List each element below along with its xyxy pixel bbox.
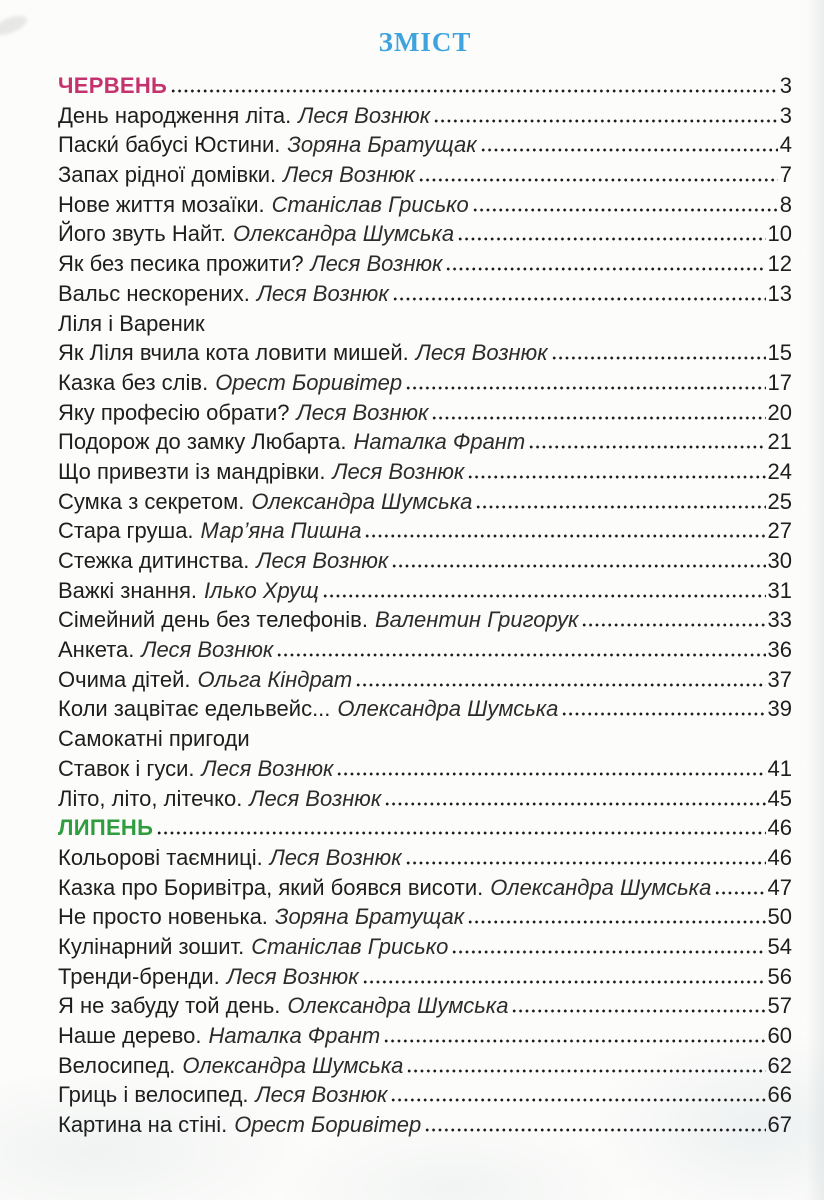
page-number: 46 <box>767 844 792 870</box>
toc-subheader-row <box>58 311 792 341</box>
entry-title: Сумка з секретом. <box>58 488 245 514</box>
page-number: 33 <box>767 607 792 633</box>
entry-author: Леся Вознюк <box>141 637 274 663</box>
entry-title: Очима дітей. <box>58 666 191 692</box>
entry-author: Леся Вознюк <box>415 340 548 366</box>
entry-author: Олександра Шумська <box>233 221 455 247</box>
page-number: 15 <box>767 340 792 366</box>
entry-author: Наталка Франт <box>353 429 526 455</box>
page-number: 25 <box>767 488 792 514</box>
entry-title: Яку професію обрати? <box>58 399 290 425</box>
entry-author: Орест Боривітер <box>215 369 403 395</box>
entry-author: Станіслав Грисько <box>271 191 469 217</box>
entry-author: Ілько Хрущ <box>204 577 319 603</box>
entry-author: Леся Вознюк <box>310 251 443 277</box>
toc-entry-row <box>58 548 792 578</box>
toc-entry-row <box>58 578 792 608</box>
entry-title: Паски́ бабусі Юстини. <box>58 132 281 158</box>
toc-entry-row <box>58 103 792 133</box>
entry-title: Літо, літо, літечко. <box>58 785 243 811</box>
entry-title: Що привезти із мандрівки. <box>58 458 326 484</box>
dot-leader <box>467 920 765 924</box>
toc-entry-row <box>58 875 792 905</box>
dot-leader <box>445 267 765 271</box>
page-number: 67 <box>767 1112 792 1138</box>
page-number: 10 <box>767 221 792 247</box>
entry-author: Орест Боривітер <box>234 1112 422 1138</box>
toc-entry-row <box>58 340 792 370</box>
dot-leader <box>364 534 765 538</box>
entry-author: Наталка Франт <box>208 1023 381 1048</box>
page-number: 3 <box>779 73 792 98</box>
toc-entry-row <box>58 281 792 311</box>
entry-author: Мар’яна Пишна <box>200 518 362 544</box>
dot-leader <box>467 475 765 479</box>
entry-title: Його звуть Найт. <box>58 221 227 247</box>
dot-leader <box>433 119 778 123</box>
dot-leader <box>336 772 765 776</box>
entry-title: Нове життя мозаїки. <box>58 191 265 217</box>
page-number: 39 <box>767 696 792 722</box>
page-number: 27 <box>767 518 792 544</box>
toc-entry-row <box>58 370 792 400</box>
entry-title: Сімейний день без телефонів. <box>58 607 368 633</box>
page-number: 47 <box>767 874 792 900</box>
dot-leader <box>511 1009 765 1013</box>
entry-title: Як Ліля вчила кота ловити мишей. <box>58 340 409 366</box>
entry-title: День народження літа. <box>58 102 292 128</box>
entry-author: Леся Вознюк <box>201 755 334 781</box>
entry-author: Леся Вознюк <box>332 458 465 484</box>
dot-leader <box>451 950 765 954</box>
entry-title: Картина на стіні. <box>58 1112 228 1138</box>
dot-leader <box>405 861 766 865</box>
page-number: 4 <box>779 132 792 158</box>
page-number: 46 <box>767 815 792 841</box>
toc-entry-row <box>58 637 792 667</box>
toc-entry-row <box>58 1112 792 1142</box>
entry-title: Запах рідної домівки. <box>58 162 277 188</box>
dot-leader <box>355 683 765 687</box>
page-edge-shadow <box>806 0 824 1200</box>
toc-entry-row <box>58 162 792 192</box>
toc-entry-row <box>58 489 792 519</box>
toc-subheader-row <box>58 726 792 756</box>
dot-leader <box>390 1098 765 1102</box>
page-number: 50 <box>767 904 792 930</box>
toc-entry-row <box>58 1023 792 1053</box>
entry-author: Леся Вознюк <box>283 162 416 188</box>
entry-author: Олександра Шумська <box>490 874 712 900</box>
dot-leader <box>480 148 778 152</box>
entry-title: Анкета. <box>58 637 135 663</box>
page-number: 37 <box>767 666 792 692</box>
entry-author: Леся Вознюк <box>226 963 359 989</box>
entry-author: Леся Вознюк <box>298 102 431 128</box>
entry-author: Станіслав Грисько <box>251 933 449 959</box>
dot-leader <box>714 891 765 895</box>
entry-title: Подорож до замку Любарта. <box>58 429 347 455</box>
toc-entry-row <box>58 518 792 548</box>
page-number: 36 <box>767 637 792 663</box>
dot-leader <box>383 1039 765 1043</box>
page-number: 57 <box>767 993 792 1019</box>
page-number: 45 <box>767 785 792 811</box>
entry-author: Леся Вознюк <box>256 280 389 306</box>
entry-title: Самокатні пригоди <box>58 726 250 752</box>
entry-author: Валентин Григорук <box>374 607 579 633</box>
entry-title: ЧЕРВЕНЬ <box>58 73 168 98</box>
toc-entry-row <box>58 192 792 222</box>
page-number: 17 <box>767 369 792 395</box>
entry-title: Казка про Боривітра, який боявся висоти. <box>58 874 484 900</box>
entry-title: Як без песика прожити? <box>58 251 304 277</box>
entry-title: Кулінарний зошит. <box>58 933 245 959</box>
entry-title: Я не забуду той день. <box>58 993 281 1019</box>
toc-entry-row <box>58 786 792 816</box>
entry-author: Леся Вознюк <box>255 1082 388 1108</box>
page-number: 41 <box>767 755 792 781</box>
toc-entry-row <box>58 696 792 726</box>
page-number: 20 <box>767 399 792 425</box>
entry-author: Олександра Шумська <box>251 488 473 514</box>
toc-entry-row <box>58 400 792 430</box>
dot-leader <box>581 623 765 627</box>
entry-title: Вальс нескорених. <box>58 280 250 306</box>
page-number: 24 <box>767 458 792 484</box>
page-number: 56 <box>767 963 792 989</box>
toc-entry-row <box>58 459 792 489</box>
toc-entry-row <box>58 845 792 875</box>
entry-author: Олександра Шумська <box>182 1052 404 1078</box>
entry-title: Стара груша. <box>58 518 194 544</box>
page-number: 7 <box>779 162 792 188</box>
entry-title: Коли зацвітає едельвейс... <box>58 696 331 722</box>
page-number: 62 <box>767 1052 792 1078</box>
dot-leader <box>392 297 766 301</box>
page-number: 31 <box>767 577 792 603</box>
dot-leader <box>475 505 765 509</box>
toc-entry-row <box>58 667 792 697</box>
toc-entry-row <box>58 993 792 1023</box>
dot-leader <box>362 980 766 984</box>
toc-entry-row <box>58 1082 792 1112</box>
toc-entry-row <box>58 934 792 964</box>
toc-entry-row <box>58 429 792 459</box>
entry-author: Олександра Шумська <box>337 696 559 722</box>
page-number: 13 <box>767 280 792 306</box>
entry-title: Не просто новенька. <box>58 904 268 930</box>
toc-entry-row <box>58 607 792 637</box>
entry-author: Зоряна Братущак <box>287 132 477 158</box>
entry-author: Олександра Шумська <box>287 993 509 1019</box>
entry-author: Ольга Кіндрат <box>197 666 353 692</box>
dot-leader <box>405 386 765 390</box>
entry-author: Леся Вознюк <box>296 399 429 425</box>
dot-leader <box>156 831 765 835</box>
dot-leader <box>406 1069 765 1073</box>
toc-entry-row <box>58 964 792 994</box>
toc-list <box>58 73 792 1142</box>
page-number: 3 <box>779 102 792 128</box>
page-number: 21 <box>767 429 792 455</box>
page-number: 54 <box>767 933 792 959</box>
entry-title: Велосипед. <box>58 1052 176 1078</box>
toc-entry-row <box>58 132 792 162</box>
entry-title: Тренди-бренди. <box>58 963 220 989</box>
entry-author: Леся Вознюк <box>249 785 382 811</box>
page-title: ЗМІСТ <box>378 27 472 57</box>
scan-smudge-artifact <box>0 12 29 39</box>
toc-entry-row <box>58 1053 792 1083</box>
entry-title: Важкі знання. <box>58 577 198 603</box>
entry-title: Стежка дитинства. <box>58 548 250 573</box>
toc-entry-row <box>58 251 792 281</box>
toc-entry-row <box>58 756 792 786</box>
entry-title: ЛИПЕНЬ <box>58 815 154 841</box>
dot-leader <box>424 1128 765 1132</box>
dot-leader <box>561 712 765 716</box>
entry-title: Казка без слів. <box>58 369 209 395</box>
page-number: 12 <box>767 251 792 277</box>
page-number: 66 <box>767 1082 792 1108</box>
dot-leader <box>457 237 765 241</box>
entry-title: Кольорові таємниці. <box>58 844 263 870</box>
dot-leader <box>528 445 765 449</box>
dot-leader <box>170 89 778 93</box>
dot-leader <box>551 356 766 360</box>
page-number: 8 <box>779 191 792 217</box>
dot-leader <box>322 594 766 598</box>
entry-author: Леся Вознюк <box>269 844 402 870</box>
entry-title: Ставок і гуси. <box>58 755 195 781</box>
entry-author: Зоряна Братущак <box>274 904 465 930</box>
entry-title: Гриць і велосипед. <box>58 1082 249 1108</box>
toc-section-row <box>58 73 792 103</box>
entry-title: Ліля і Вареник <box>58 310 205 336</box>
dot-leader <box>391 564 765 568</box>
entry-author: Леся Вознюк <box>256 548 389 573</box>
dot-leader <box>384 802 765 806</box>
dot-leader <box>431 416 765 420</box>
toc-section-row <box>58 815 792 845</box>
toc-entry-row <box>58 221 792 251</box>
dot-leader <box>472 208 778 212</box>
dot-leader <box>418 178 778 182</box>
dot-leader <box>276 653 765 657</box>
toc-entry-row <box>58 904 792 934</box>
page-number: 60 <box>767 1023 792 1048</box>
entry-title: Наше дерево. <box>58 1023 202 1048</box>
page-number: 30 <box>767 548 792 573</box>
